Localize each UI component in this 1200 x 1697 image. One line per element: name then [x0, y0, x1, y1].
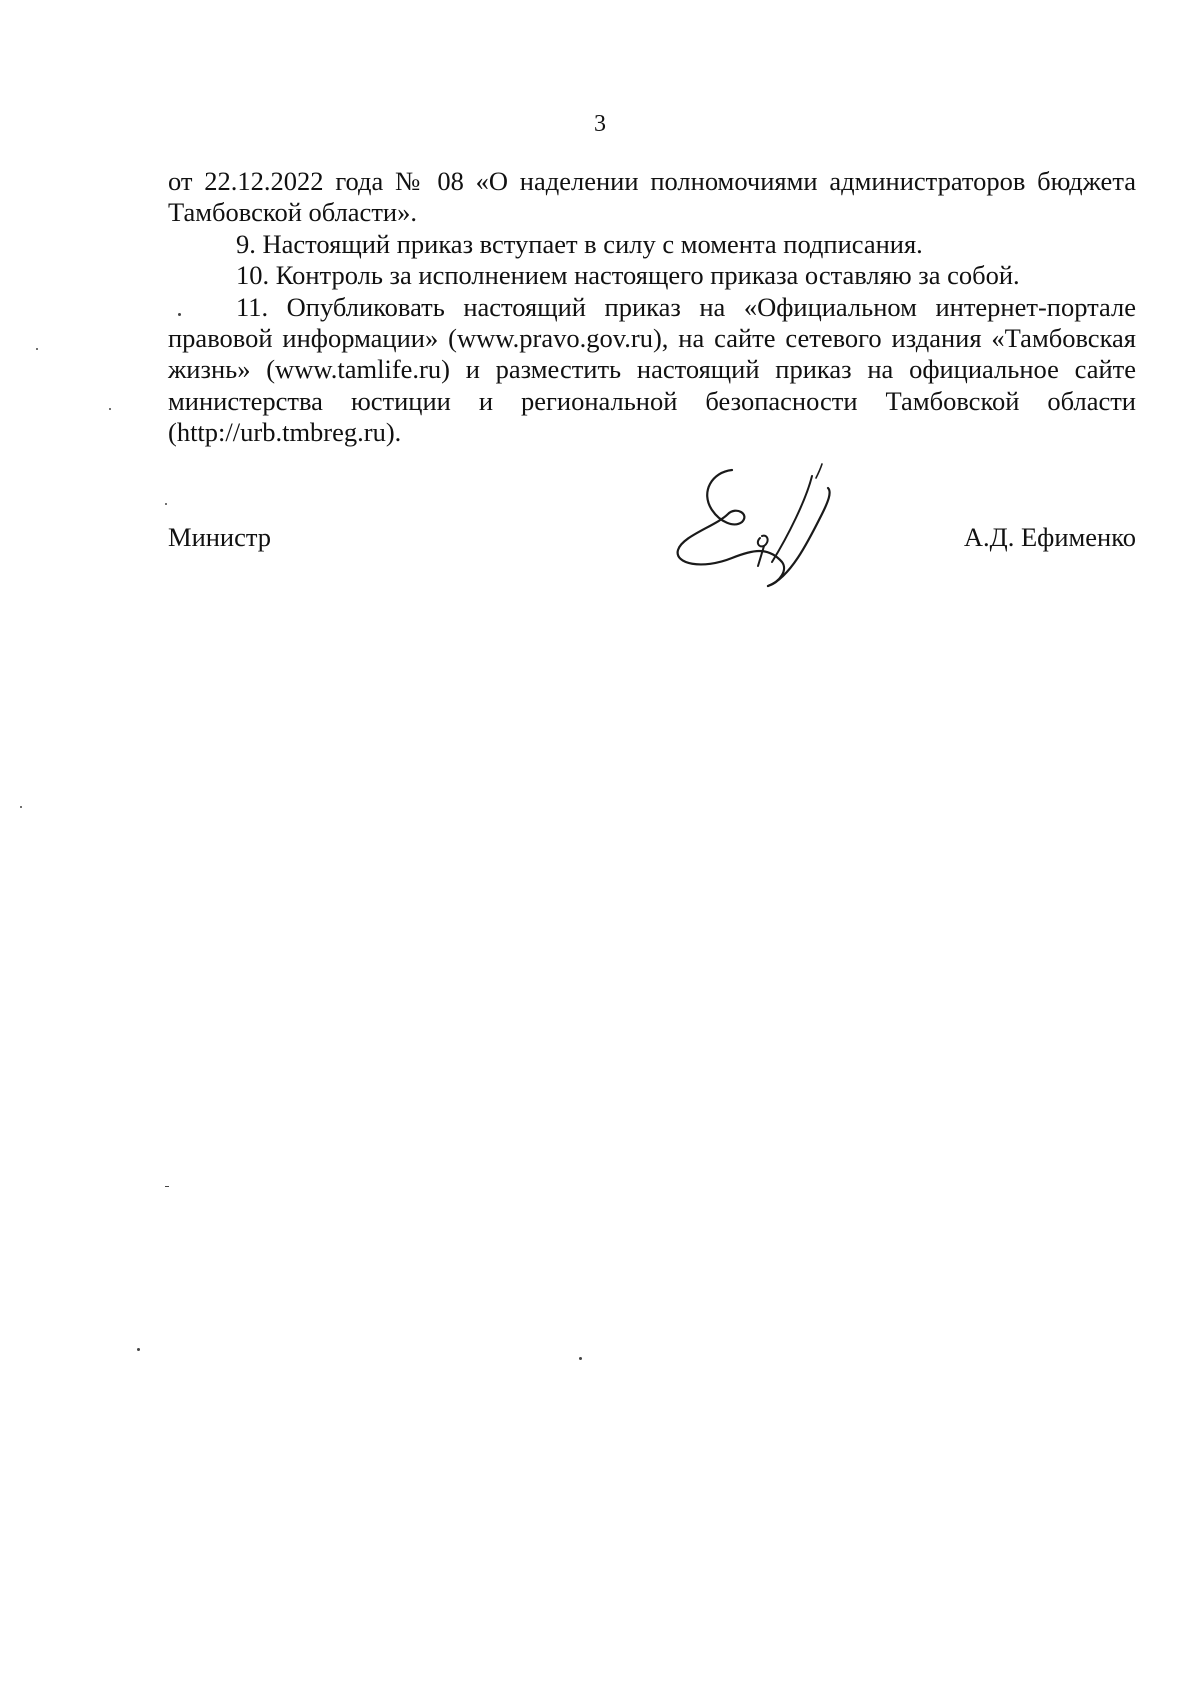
- handwritten-signature: [672, 462, 852, 592]
- scan-speck: [165, 1186, 169, 1187]
- scan-speck: [165, 503, 167, 505]
- paragraph-item-10: 10. Контроль за исполнением настоящего приказа оставляю за собой.: [236, 260, 1020, 291]
- signatory-name: А.Д. Ефименко: [963, 522, 1136, 552]
- scan-speck: [109, 408, 111, 410]
- paragraph-item-9: 9. Настоящий приказ вступает в силу с момента подписания.: [236, 228, 923, 259]
- paragraph-continuation: от 22.12.2022 года № 08 «О наделении полномочиями администраторов бюджета Тамбовской области».: [168, 166, 1136, 228]
- signature-block: [168, 520, 1136, 560]
- scan-speck: [178, 313, 181, 316]
- scan-speck: [579, 1357, 582, 1360]
- scan-speck: [36, 348, 38, 350]
- paragraph-item-11: 11. Опубликовать настоящий приказ на «Официальном интернет-портале правовой информации» (www.pravo.gov.ru), на сайте сетевого издания «Тамбовская жизнь» (www.tamlife.ru) и разместить настоящий приказ на официальное сайте министерства юстиции и региональной безопасности Тамбовской области (http://urb.tmbreg.ru).: [168, 291, 1136, 448]
- scan-speck: [137, 1348, 140, 1351]
- page-number: 3: [594, 111, 606, 137]
- signatory-role: Министр: [168, 522, 272, 552]
- document-body: [168, 166, 1136, 449]
- scan-speck: [20, 806, 22, 808]
